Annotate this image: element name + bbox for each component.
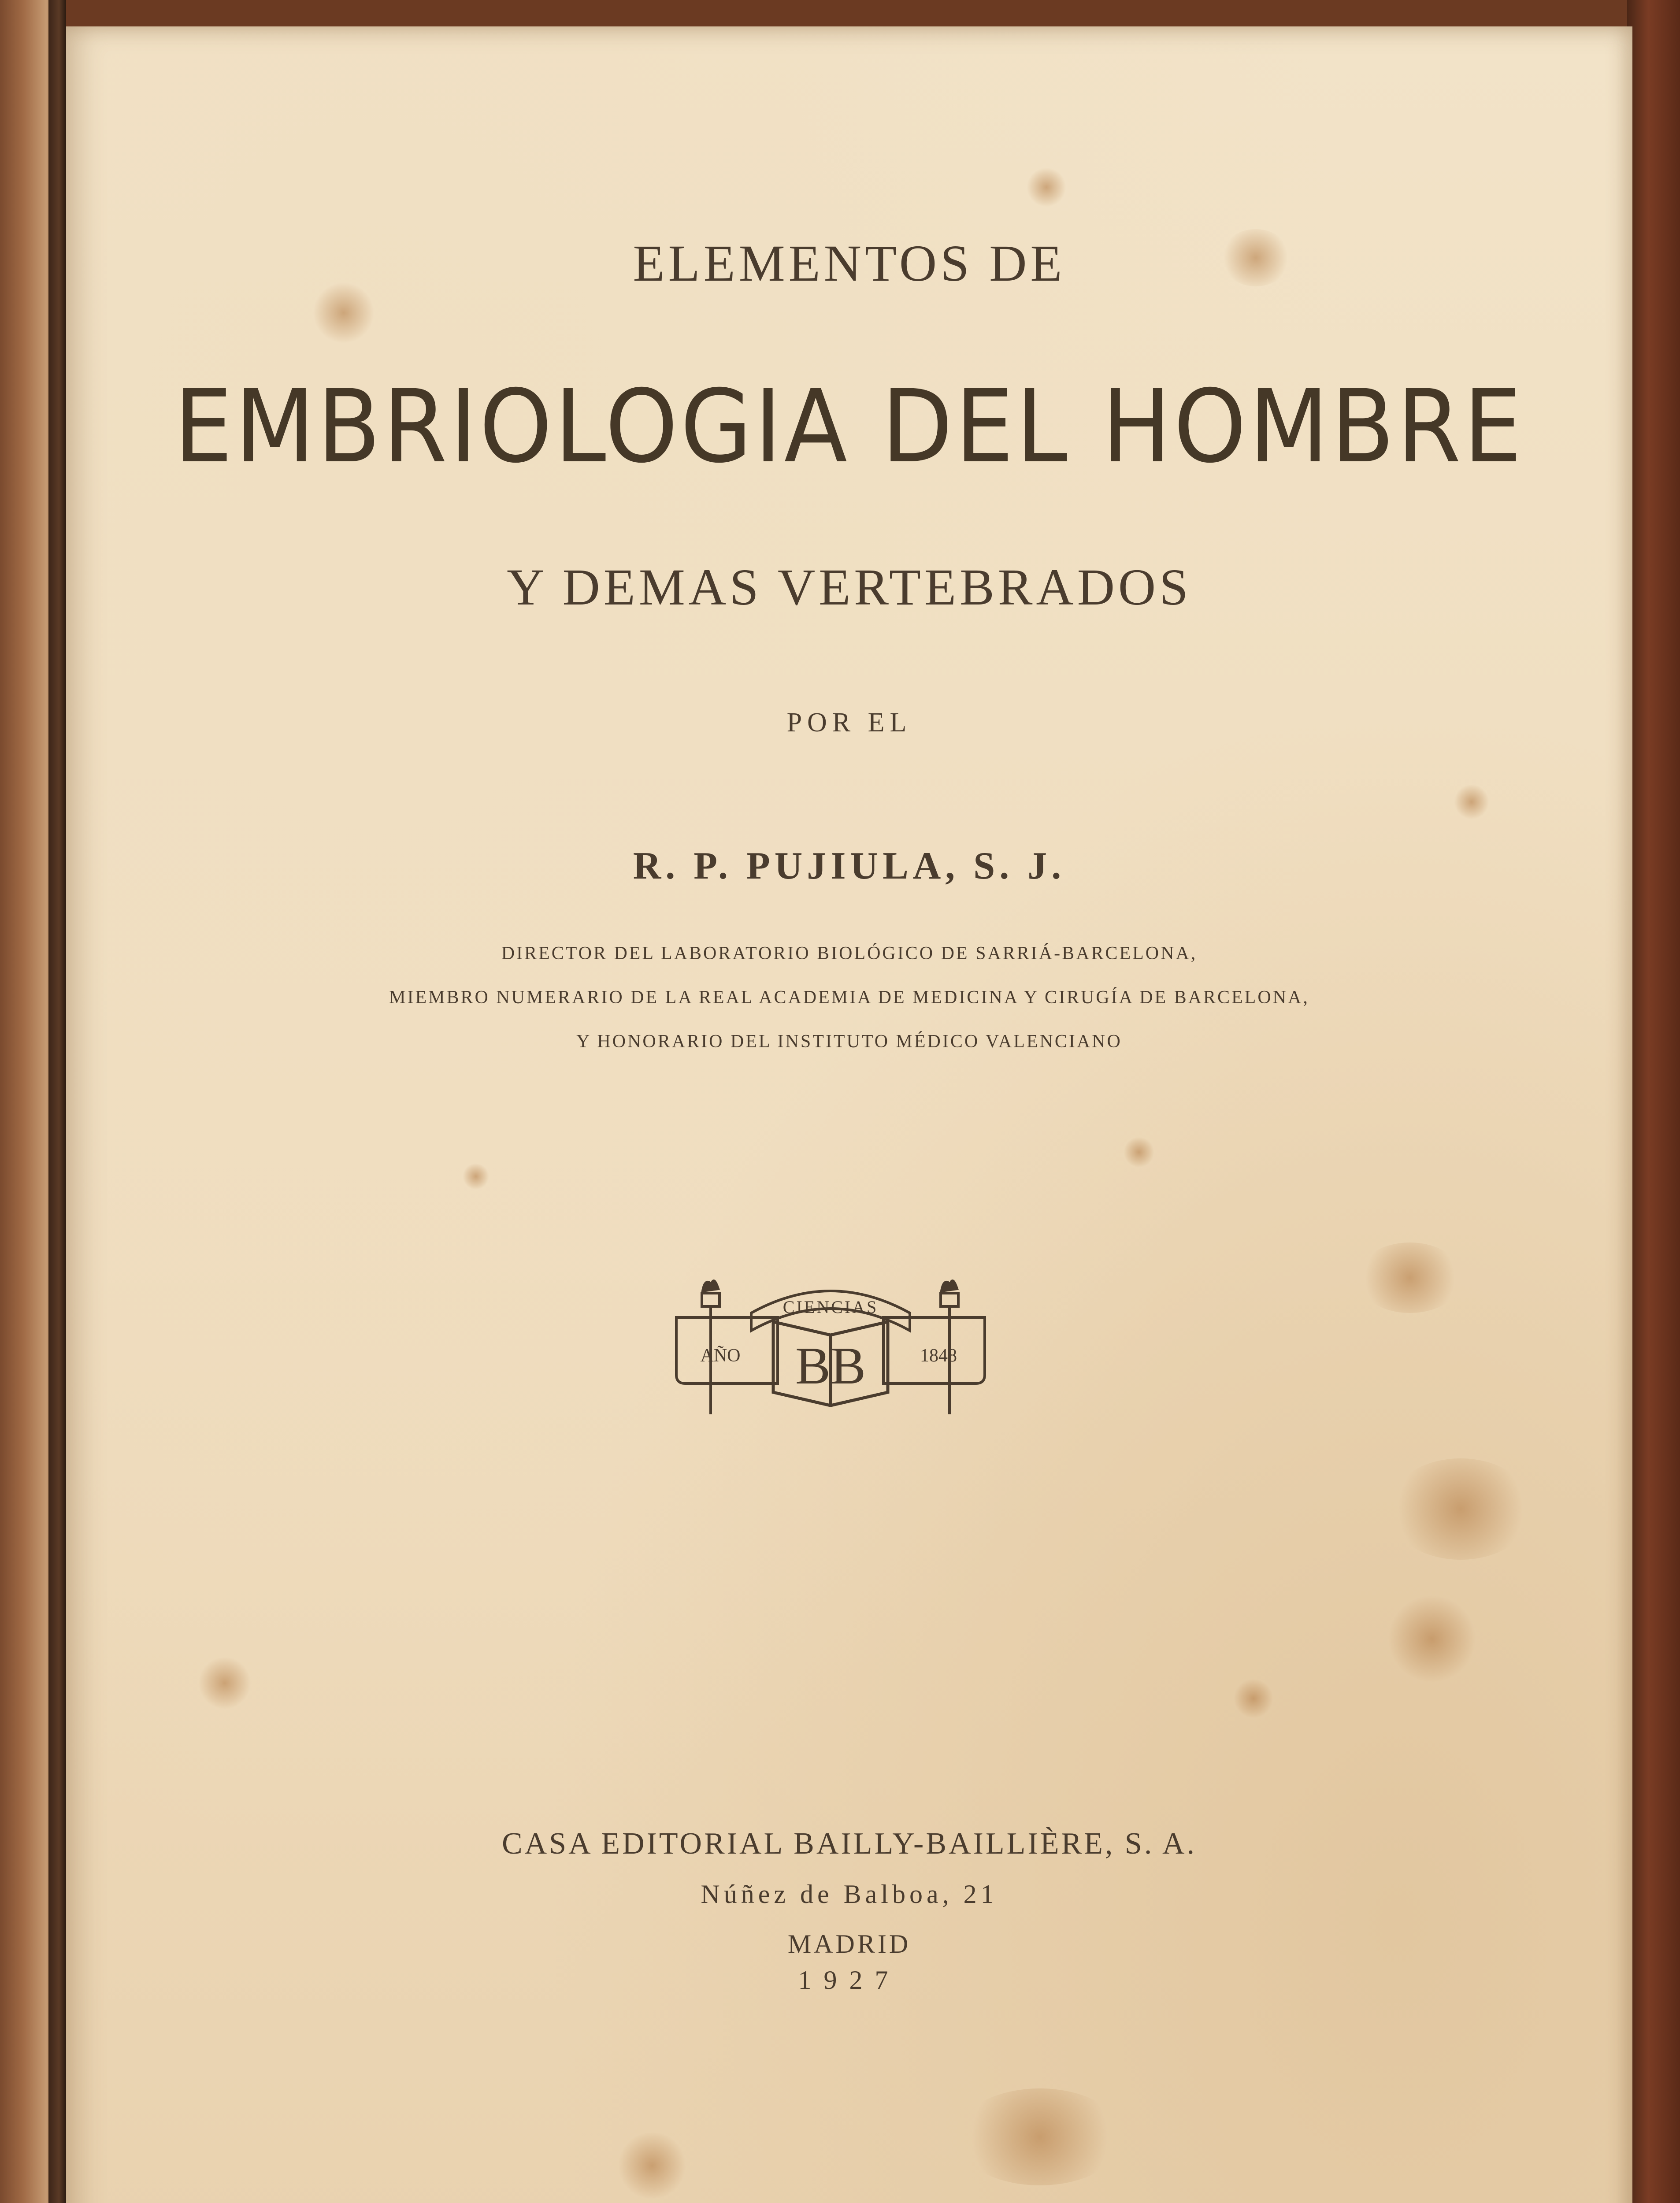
author-credential: MIEMBRO NUMERARIO DE LA REAL ACADEMIA DE MEDICINA Y CIRUGÍA DE BARCELONA, (389, 987, 1309, 1008)
publisher-address: Núñez de Balboa, 21 (701, 1880, 998, 1909)
logo-banner-text: CIENCIAS (783, 1297, 879, 1317)
foxing-spot (198, 1657, 251, 1710)
foxing-spot (1124, 1137, 1154, 1168)
publisher-name: CASA EDITORIAL BAILLY-BAILLIÈRE, S. A. (501, 1827, 1197, 1861)
publication-city: MADRID (787, 1929, 911, 1958)
book-cover-board-right (1627, 0, 1680, 2203)
foxing-spot (956, 2088, 1124, 2185)
foxing-spot (463, 1163, 489, 1190)
foxing-spot (1388, 1458, 1533, 1560)
foxing-spot (1234, 1679, 1273, 1718)
publication-year: 1927 (798, 1966, 901, 1995)
publisher-logo (672, 1273, 989, 1419)
by-line: POR EL (786, 708, 912, 738)
author-credential: Y HONORARIO DEL INSTITUTO MÉDICO VALENCIANO (576, 1031, 1122, 1052)
foxing-spot (1357, 1242, 1463, 1313)
foxing-spot (1454, 784, 1489, 820)
logo-center-monogram: BB (795, 1336, 866, 1395)
foxing-spot (1027, 167, 1066, 207)
subtitle: Y DEMAS VERTEBRADOS (507, 558, 1192, 616)
title-page (66, 26, 1632, 2203)
logo-left-label: AÑO (700, 1346, 741, 1366)
author-credential: DIRECTOR DEL LABORATORIO BIOLÓGICO DE SARRIÁ-BARCELONA, (501, 943, 1198, 964)
logo-right-label: 1848 (920, 1346, 957, 1366)
title-prefix: ELEMENTOS DE (633, 234, 1066, 292)
main-title: EMBRIOLOGIA DEL HOMBRE (174, 368, 1524, 485)
page-gutter (48, 0, 66, 2203)
foxing-spot (1388, 1595, 1476, 1683)
author-name: R. P. PUJIULA, S. J. (633, 845, 1066, 887)
foxing-spot (617, 2133, 687, 2199)
